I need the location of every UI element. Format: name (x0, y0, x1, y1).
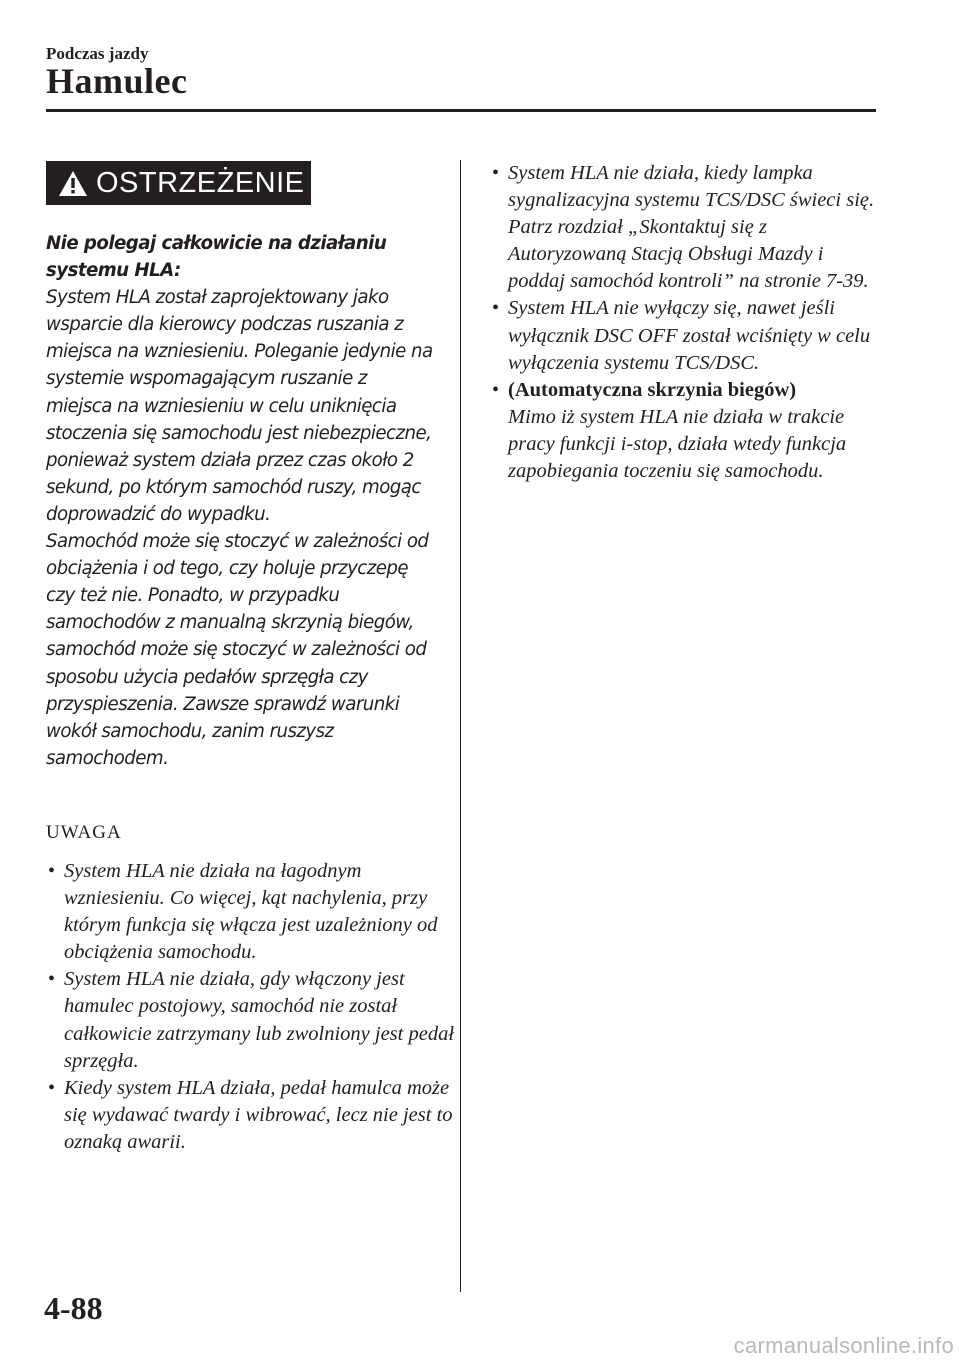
warning-body (46, 230, 436, 772)
column-divider (460, 160, 461, 1292)
list-item (46, 858, 456, 966)
page-reference: Patrz rozdział „Skontaktuj się z Autoryzowaną Stacją Obsługi Mazdy i poddaj samochód kontroli” na stronie 7-39. (508, 216, 869, 293)
note-list-right (490, 160, 880, 485)
list-item-text: Kiedy system HLA działa, pedał hamulca może się wydawać twardy i wibrować, lecz nie jest to oznaką awarii. (64, 1076, 453, 1153)
bullet-icon: • (492, 162, 500, 184)
bullet-icon: • (492, 297, 500, 320)
list-item-text: System HLA nie działa, gdy włączony jest hamulec postojowy, samochód nie został całkowicie zatrzymany lub zwolniony jest pedał sprzęgła. (64, 968, 455, 1072)
note-list-left (46, 858, 456, 1156)
list-item-text: Mimo iż system HLA nie działa w trakcie pracy funkcji i-stop, działa wtedy funkcja zapobiegania toczeniu się samochodu. (508, 405, 847, 483)
list-item-text: System HLA nie działa na łagodnym wzniesieniu. Co więcej, kąt nachylenia, przy którym funkcja się włącza jest uzależniony od obciążenia samochodu. (64, 860, 438, 964)
section-title: Hamulec (46, 61, 188, 101)
list-item (490, 295, 880, 376)
list-item-heading: (Automatyczna skrzynia biegów) (508, 378, 797, 401)
running-head: Podczas jazdy (46, 44, 149, 63)
title-rule (46, 109, 876, 112)
list-item (490, 377, 880, 485)
warning-paragraph: System HLA został zaprojektowany jako wsparcie dla kierowcy podczas ruszania z miejsca na wzniesieniu. Poleganie jedynie na systemie wspomagającym ruszanie z miejsca na wzniesieniu w celu uniknięcia stoczenia się samochodu jest niebezpieczne, ponieważ system działa przez czas około 2 sekund, po którym samochód ruszy, mogąc doprowadzić do wypadku. (46, 287, 433, 525)
list-item (46, 1075, 456, 1156)
warning-paragraph: Samochód może się stoczyć w zależności od obciążenia i od tego, czy holuje przyczepę czy też nie. Ponadto, w przypadku samochodów z manualną skrzynią biegów, samochód może się stoczyć w zależności od sposobu użycia pedałów sprzęgła czy przyspieszenia. Zawsze sprawdź warunki wokół samochodu, zanim ruszysz samochodem. (46, 531, 429, 769)
note-label: UWAGA (46, 822, 122, 843)
bullet-icon: • (492, 378, 500, 401)
list-item-text: System HLA nie działa, kiedy lampka sygnalizacyjna systemu TCS/DSC świeci się. (508, 162, 875, 212)
bullet-icon: • (48, 1076, 56, 1099)
bullet-icon: • (48, 968, 56, 991)
warning-triangle-icon (58, 170, 88, 197)
list-item (490, 160, 880, 295)
list-item (46, 966, 456, 1074)
list-item-text: System HLA nie wyłączy się, nawet jeśli wyłącznik DSC OFF został wciśnięty w celu wyłączenia systemu TCS/DSC. (508, 297, 871, 374)
watermark: carmanualsonline.info (733, 1333, 954, 1358)
page-number: 4-88 (44, 1290, 103, 1326)
warning-label: OSTRZEŻENIE (96, 166, 305, 199)
bullet-icon: • (48, 860, 56, 882)
warning-heading: Nie polegaj całkowicie na działaniu systemu HLA: (46, 233, 387, 282)
warning-banner (46, 161, 311, 205)
